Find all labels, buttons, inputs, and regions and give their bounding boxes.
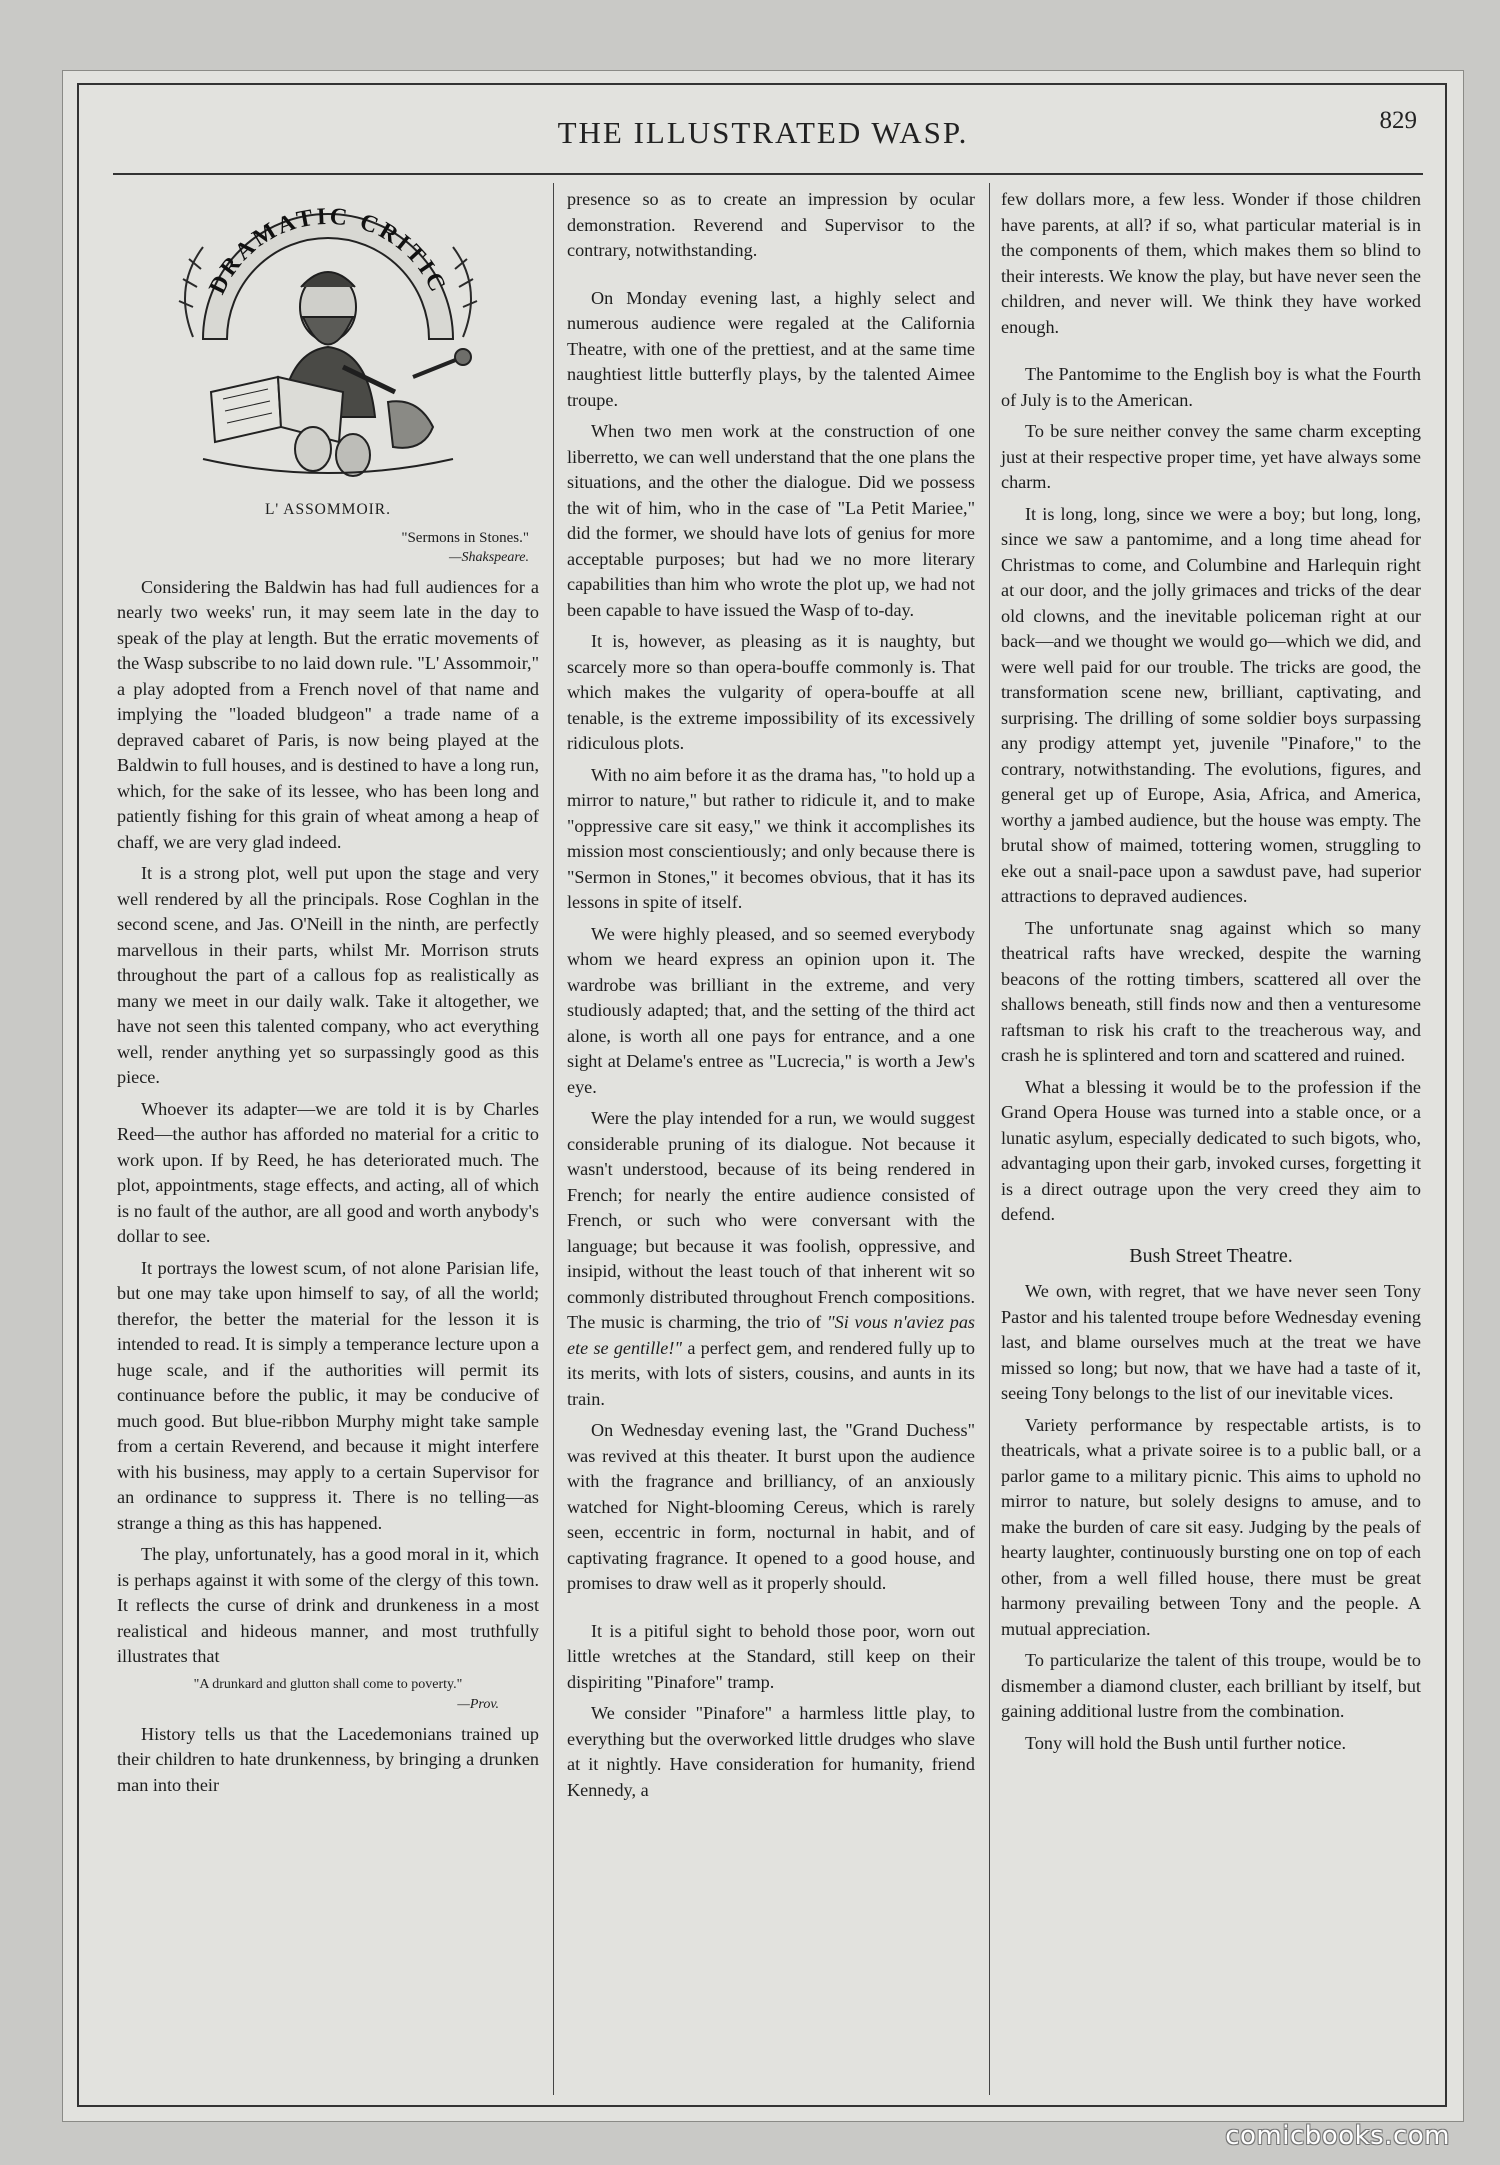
paragraph-text: Were the play intended for a run, we would suggest considerable pruning of its dialogue. Not because it wasn't understood, because of its being rendered in French; for nearly the entire audience consisted of French, or such who were conversant with the language; but because it was foolish, oppressive, and insipid, without the least touch of that inherent wit so commonly distributed throughout French compositions. The music is charming, the trio of [567,1108,975,1332]
paragraph: To particularize the talent of this troupe, would be to dismember a diamond cluster, each brilliant by itself, but gaining additional lustre from the combination. [1001,1650,1421,1721]
column-3 [1001,187,1421,1762]
paragraph-text: a perfect gem, and rendered fully up to its merits, with lots of sisters, cousins, and aunts in its train. [567,1337,976,1409]
paragraph: We own, with regret, that we have never seen Tony Pastor and his talented troupe before Wednesday evening last, and blame ourselves much at the treat we have missed so long; but now, that we have had a taste of it, seeing Tony belongs to the list of our inevitable vices. [1001,1281,1421,1403]
paragraph: We were highly pleased, and so seemed everybody whom we heard express an opinion upon it. The wardrobe was brilliant in the extreme, and very studiously adapted; that, and the setting of the third act alone, is worth all one pays for entrance, and a one sight at Delame's entree as "Lucrecia," is worth a Jew's eye. [567,923,975,1097]
paragraph: presence so as to create an impression by ocular demonstration. Reverend and Supervisor to the contrary, notwithstanding. [567,189,975,260]
italic-quote: "Si vous n'aviez pas ete se gentille!" [567,1312,975,1358]
paragraph: The unfortunate snag against which so many theatrical rafts have wrecked, despite the warning beacons of the rotting timbers, scattered all over the shallows beneath, still finds now and then a venturesome raftsman to risk his craft to the treacherous way, and crash he is splintered and torn and scattered and ruined. [1001,917,1421,1065]
section-heading: Bush Street Theatre. [1129,1244,1293,1267]
paragraph: It portrays the lowest scum, of not alone Parisian life, but one may take upon himself to say, of all the world; therefor, the better the material for the lesson it is intended to read. It is simply a temperance lecture upon a huge scale, and if the authorities will permit its continuance before the public, it may be conducive of much good. But blue-ribbon Murphy might take sample from a certain Reverend, and because it might interfere with his business, may apply to a certain Supervisor for an ordinance to suppress it. There is no telling—as strange a thing as this has happened. [117,1257,539,1533]
page-sheet [62,70,1464,2122]
article-title: L' ASSOMMOIR. [264,501,392,518]
paragraph: The play, unfortunately, has a good moral in it, which is perhaps against it with some of the clergy of this town. It reflects the curse of drink and drunkeness in a most realistical and hideous manner, and most truthfully illustrates that [117,1544,539,1666]
paragraph [567,1106,975,1412]
block-quote: "A drunkard and glutton shall come to poverty." [193,1676,463,1692]
column-2 [567,187,975,1809]
paragraph: Considering the Baldwin has had full audiences for a nearly two weeks' run, it may seem late in the day to speak of the play at length. But the erratic movements of the Wasp subscribe to no laid down rule. "L' Assommoir," a play adopted from a French novel of that name and implying the "loaded bludgeon" a trade name of a depraved cabaret of Paris, is now being played at the Baldwin to full houses, and is destined to have a long run, which, for the sake of its lessee, who has been long and patiently fishing for this grain of wheat among a heap of chaff, we are very glad indeed. [117,576,539,852]
paragraph: It is long, long, since we were a boy; but long, long, since we saw a pantomime, and a long time ahead for Christmas to come, and Columbine and Harlequin right at our door, and the jolly grimaces and tricks of the dear old clowns, and the inevitable policeman right at our back—and we thought we would go—which we did, and were well paid for our trouble. The tricks are good, the transformation scene new, brilliant, captivating, and surprising. The drilling of some soldier boys surpassing any prodigy attempt yet, juvenile "Pinafore," to the contrary, notwithstanding. The evolutions, figures, and general get up of Europe, Asia, Africa, and America, worthy a jambed audience, but the house was empty. The brutal show of maimed, tottering women, struggling to eke out a snail-pace upon a sawdust pave, had superior attractions to depraved audiences. [1001,503,1421,906]
paragraph: The Pantomime to the English boy is what the Fourth of July is to the American. [1001,364,1421,410]
paragraph: Whoever its adapter—we are told it is by Charles Reed—the author has afforded no material for a critic to work upon. If by Reed, he has deteriorated much. The plot, appointments, stage effects, and acting, all of which is no fault of the author, are all good and worth anybody's dollar to see. [117,1098,539,1246]
paragraph: Variety performance by respectable artists, is to theatricals, what a private soiree is to a public ball, or a parlor game to a military picnic. This aims to uphold no mirror to nature, but solely designs to amuse, and to make the burden of care sit easy. Judging by the peals of hearty laughter, continuously bursting one on top of each other, from a well filled house, there must be great harmony prevailing between Tony and the people. A mutual appreciation. [1001,1414,1421,1639]
paragraph: What a blessing it would be to the profession if the Grand Opera House was turned into a stable once, or a lunatic asylum, especially dedicated to such bigots, who, advantaging upon their garb, invoked curses, forgetting it is a direct outrage upon the very creed they aim to defend. [1001,1076,1421,1224]
paragraph: It is a pitiful sight to behold those poor, worn out little wretches at the Standard, still keep on their dispiriting "Pinafore" tramp. [567,1620,975,1692]
paragraph: To be sure neither convey the same charm excepting just at their respective proper time, yet have always some charm. [1001,421,1421,492]
paragraph: It is a strong plot, well put upon the stage and very well rendered by all the principals. Rose Coghlan in the second scene, and Jas. O'Neill in the ninth, are perfectly marvellous in their parts, whilst Mr. Morrison struts throughout the part of a callous fop as realistically as many we meet in our daily walk. Take it altogether, we have not seen this talented company, who act everything well, render anything yet so surpassingly good as this piece. [117,863,539,1087]
paragraph: On Wednesday evening last, the "Grand Duchess" was revived at this theater. It burst upon the audience with the fragrance and brilliancy, of an anxiously watched for Night-blooming Cereus, which is rarely seen, eccentric in form, nocturnal in habit, and of captivating fragrance. It opened to a good house, and promises to draw well as it properly should. [567,1420,975,1593]
masthead-title: THE ILLUSTRATED WASP. [557,115,969,150]
header-rule [113,173,1423,175]
column-1 [117,187,539,1804]
column-divider-1 [553,183,554,2095]
paragraph: Tony will hold the Bush until further notice. [1025,1732,1347,1753]
article-epigraph [117,529,529,567]
paragraph: On Monday evening last, a highly select and numerous audience were regaled at the California Theatre, with one of the prettiest, and at the same time naughtiest little butterfly plays, by the talented Aimee troupe. [567,287,975,410]
paragraph: History tells us that the Lacedemonians trained up their children to hate drunkenness, by bringing a drunken man into their [117,1723,539,1795]
block-quote-source: —Prov. [457,1696,499,1712]
epigraph-text: "Sermons in Stones." [401,529,529,546]
paragraph: It is, however, as pleasing as it is naughty, but scarcely more so than opera-bouffe commonly is. That which makes the vulgarity of opera-bouffe at all tenable, is the extreme impossibility of its excessively ridiculous plots. [567,631,975,753]
dramatic-critic-emblem [163,187,493,487]
paragraph: With no aim before it as the drama has, "to hold up a mirror to nature," but rather to ridicule it, and to make "oppressive care sit easy," we think it accomplishes its mission most conscientiously; and only because there is "Sermon in Stones," it becomes obvious, that it has its lessons in spite of itself. [567,764,975,912]
paragraph: We consider "Pinafore" a harmless little play, to everything but the overworked little drudges who slave at it nightly. Have consideration for humanity, friend Kennedy, a [567,1703,975,1800]
epigraph-source: —Shakspeare. [449,549,529,565]
page-number: 829 [1379,107,1417,134]
site-watermark: comicbooks.com [1225,2121,1450,2151]
column-divider-2 [989,183,990,2095]
emblem-banner-text: DRAMATIC CRITIC [204,203,452,299]
paragraph: When two men work at the construction of one liberretto, we can well understand that the one plans the situations, and the other the dialogue. Did we possess the wit of him, who in the case of "La Petit Mariee," did the former, we should have lots of genius for more acceptable purposes; but had we no more literary capabilities than him who wrote the plot up, we had not been capable to have issued the Wasp of to-day. [567,421,975,620]
paragraph: few dollars more, a few less. Wonder if those children have parents, at all? if so, what particular material is in the components of them, which makes them so blind to their interests. We know the play, but have never seen the children, and never will. We think they have worked enough. [1001,189,1421,337]
